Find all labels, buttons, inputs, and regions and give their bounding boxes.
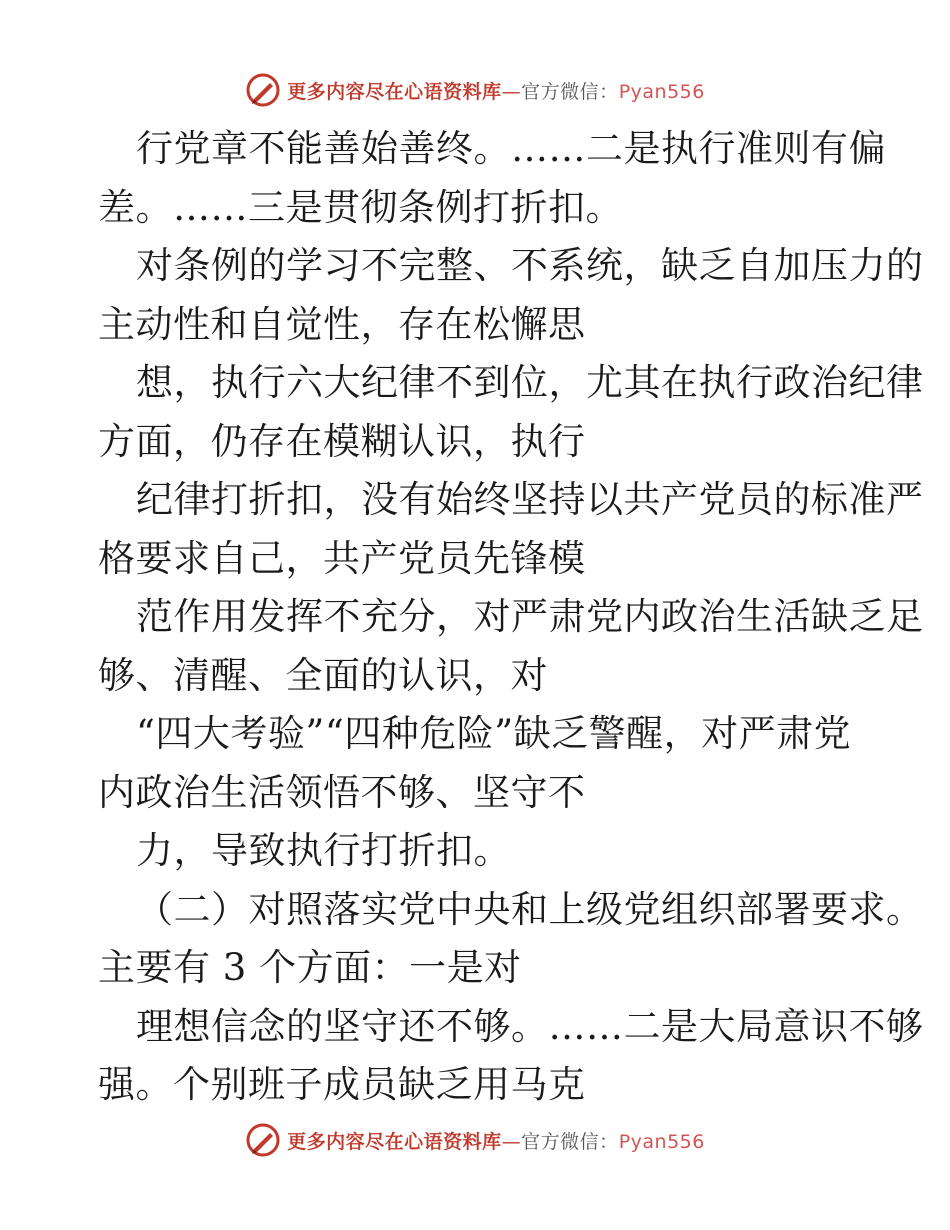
pen-logo-icon — [245, 72, 281, 108]
text-line: 够、清醒、全面的认识，对 — [98, 653, 548, 697]
watermark-title: 更多内容尽在心语资料库 — [287, 1130, 502, 1153]
watermark-dash: — — [501, 1130, 522, 1153]
watermark-header — [0, 70, 950, 110]
watermark-id: Pyan556 — [618, 1130, 705, 1153]
document-body — [98, 120, 924, 1115]
text-line: 主要有 3 个方面：一是对 — [98, 946, 522, 989]
watermark-footer — [0, 1120, 950, 1160]
text-line: 力，导致执行打折扣。 — [136, 829, 511, 872]
watermark-label: 官方微信： — [521, 1130, 619, 1153]
watermark-dash: — — [501, 80, 522, 103]
text-line: 想，执行六大纪律不到位，尤其在执行政治纪律 — [136, 361, 924, 404]
text-line: 纪律打折扣，没有始终坚持以共产党员的标准严 — [136, 478, 924, 521]
text-line: 主动性和自觉性，存在松懈思 — [98, 302, 586, 346]
text-line: 格要求自己，共产党员先锋模 — [98, 536, 586, 580]
text-line: 理想信念的坚守还不够。……二是大局意识不够 — [136, 1004, 924, 1048]
watermark-label: 官方微信： — [521, 80, 619, 103]
text-line: 范作用发挥不充分，对严肃党内政治生活缺乏足 — [136, 595, 924, 638]
text-line: 差。……三是贯彻条例打折扣。 — [98, 185, 623, 229]
text-line: （二）对照落实党中央和上级党组织部署要求。 — [136, 887, 924, 931]
pen-logo-icon — [245, 1122, 281, 1158]
text-line: “四大考验”“四种危险”缺乏警醒，对严肃党 — [136, 712, 852, 755]
text-line: 强。个别班子成员缺乏用马克 — [98, 1063, 586, 1106]
watermark-title: 更多内容尽在心语资料库 — [287, 80, 502, 103]
text-line: 内政治生活领悟不够、坚守不 — [98, 770, 586, 814]
text-line: 对条例的学习不完整、不系统，缺乏自加压力的 — [136, 244, 924, 287]
text-line: 方面，仍存在模糊认识，执行 — [98, 419, 586, 463]
text-line: 行党章不能善始善终。……二是执行准则有偏 — [136, 127, 886, 170]
watermark-id: Pyan556 — [618, 80, 705, 103]
